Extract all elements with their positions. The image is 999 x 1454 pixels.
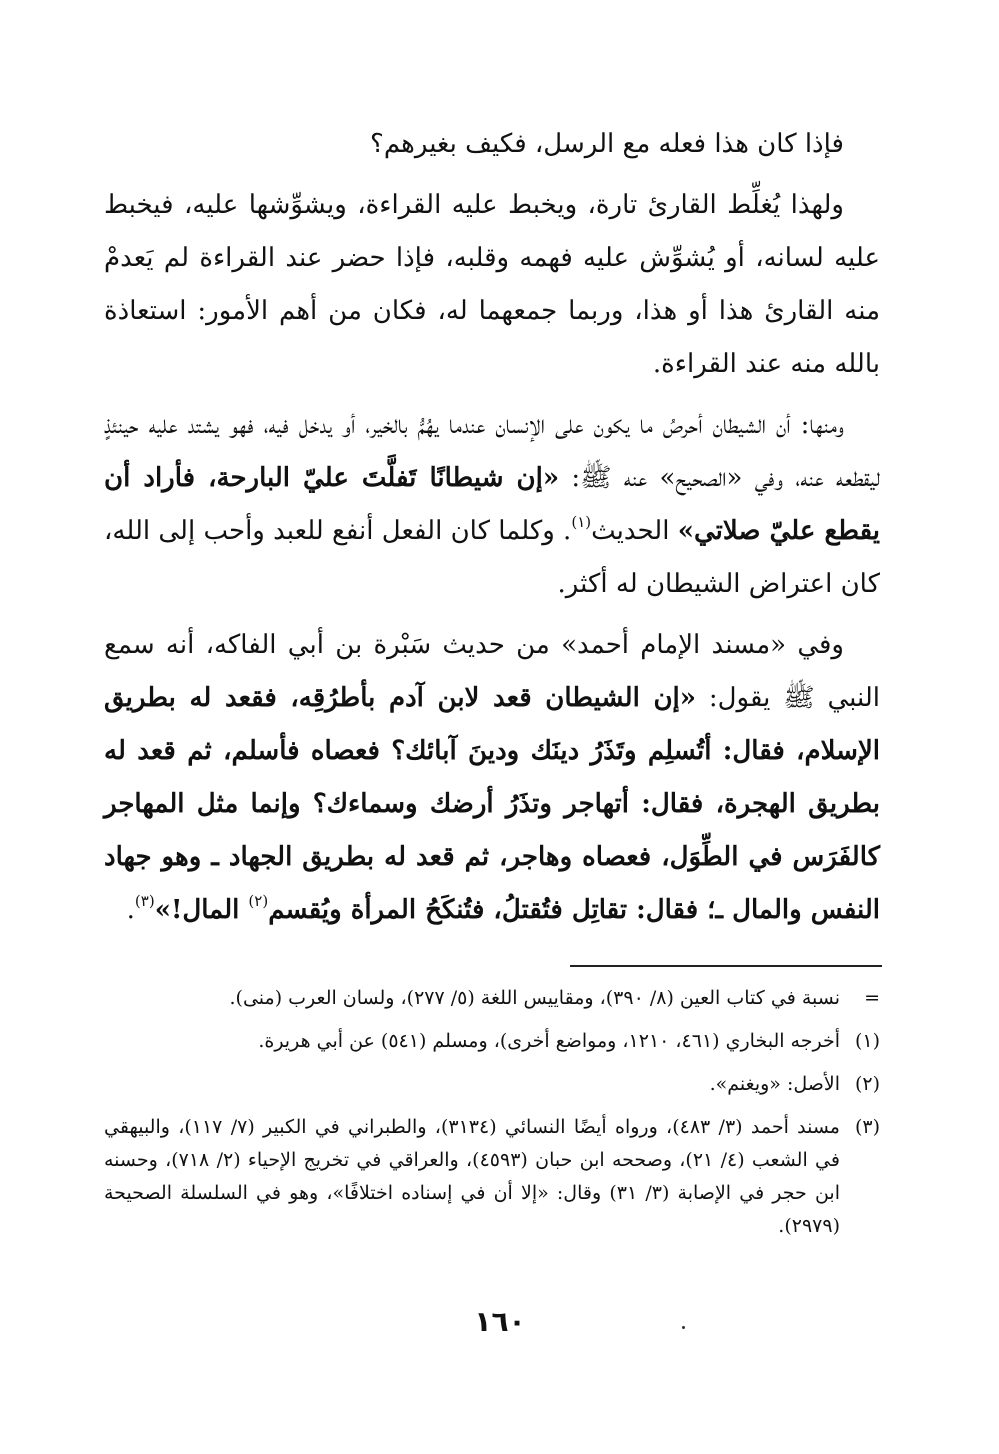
paragraph: [104, 619, 880, 937]
paragraph-text: ومنها: أن الشيطان أحرصُ ما يكون على الإنسان عندما يهُمُّ بالخير، أو يدخل فيه، فهو يشتد عليه حينئذٍ ليقطعه عنه، وفي «الصحيح» عنه ﷺ:: [104, 410, 880, 493]
paragraph: [104, 399, 880, 611]
footnote-separator: [570, 965, 882, 967]
footnote-reference: (٣): [134, 892, 155, 910]
footnote-text: نسبة في كتاب العين (٨/ ٣٩٠)، ومقاييس اللغة (٥/ ٢٧٧)، ولسان العرب (منى).: [229, 987, 840, 1009]
footnote: [104, 1068, 880, 1101]
paragraph-text: ولهذا يُغلِّط القارئ تارة، ويخبط عليه القراءة، ويشوِّشها عليه، فيخبط عليه لسانه، أو يُشوِّش عليه فهمه وقلبه، فإذا حضر عند القراءة لم يَعدمْ منه القارئ هذا أو هذا، وربما جمعهما له، فكان من أهم الأمور: استعاذة بالله منه عند القراءة.: [104, 190, 880, 379]
footnote-text: مسند أحمد (٣/ ٤٨٣)، ورواه أيضًا النسائي (٣١٣٤)، والطبراني في الكبير (٧/ ١١٧)، والبيهقي في الشعب (٤/ ٢١)، وصححه ابن حبان (٤٥٩٣)، والعراقي في تخريج الإحياء (٢/ ٧١٨)، وحسنه ابن حجر في الإصابة (٣/ ٣١) وقال: «إلا أن في إسناده اختلافًا»، وهو في السلسلة الصحيحة (٢٩٧٩).: [104, 1116, 841, 1237]
footnote-marker: =: [864, 987, 880, 1009]
footnote: [104, 982, 880, 1015]
footnote-text: الأصل: «ويغنم».: [709, 1073, 840, 1095]
paragraph-text: . وكلما كان الفعل أنفع للعبد وأحب إلى الله، كان اعتراض الشيطان له أكثر.: [104, 516, 880, 599]
page-number: ١٦٠: [474, 1305, 526, 1338]
hadith-quote: المال!»: [154, 895, 249, 925]
main-text: [104, 118, 880, 945]
paragraph: [104, 118, 880, 171]
paragraph-text: فإذا كان هذا فعله مع الرسل، فكيف بغيرهم؟: [370, 129, 844, 159]
footnote-reference: (٢): [248, 892, 269, 910]
footnote: [104, 1025, 880, 1058]
paragraph-text: وفي «مسند الإمام أحمد» من حديث سَبْرة بن أبي الفاكه، أنه سمع النبي ﷺ يقول:: [104, 630, 881, 713]
paragraph: [104, 179, 880, 391]
footnote-reference: (١): [571, 513, 592, 531]
scan-speck: [682, 1326, 685, 1329]
hadith-quote: «إن شيطانًا تَفلَّتَ عليّ البارحة، فأراد أن يقطع عليّ صلاتي»: [104, 463, 881, 546]
hadith-quote: «إن الشيطان قعد لابن آدم بأطرُقِه، فقعد له بطريق الإسلام، فقال: أتُسلِم وتَذَرُ دينَك ودينَ آبائك؟ فعصاه فأسلم، ثم قعد له بطريق الهجرة، فقال: أتهاجر وتذَرُ أرضك وسماءك؟ وإنما مثل المهاجر كالفَرَس في الطِّوَل، فعصاه وهاجر، ثم قعد له بطريق الجهاد ـ وهو جهاد النفس والمال ـ؛ فقال: تقاتِل فتُقتلُ، فتُنكَحُ المرأة ويُقسم: [104, 683, 880, 925]
footnote-marker: (٣): [854, 1116, 880, 1138]
paragraph-text: الحديث: [591, 516, 678, 546]
footnote: [104, 1111, 880, 1243]
footnotes: [104, 982, 880, 1253]
footnote-text: أخرجه البخاري (٤٦١، ١٢١٠، ومواضع أخرى)، ومسلم (٥٤١) عن أبي هريرة.: [258, 1030, 840, 1052]
paragraph-text: .: [126, 895, 135, 925]
footnote-marker: (٢): [854, 1073, 880, 1095]
footnote-marker: (١): [854, 1030, 880, 1052]
